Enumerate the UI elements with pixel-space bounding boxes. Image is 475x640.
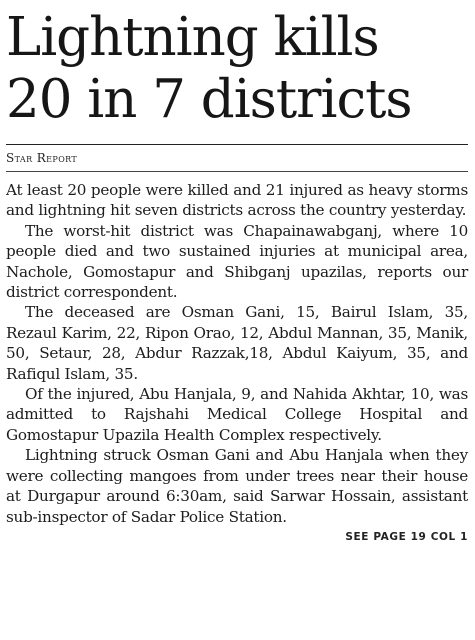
headline xyxy=(6,7,468,131)
byline: Star Report xyxy=(6,151,468,172)
headline-line-1: Lightning kills xyxy=(6,7,379,68)
paragraph-3: The deceased are Osman Gani, 15, Bairul Islam, 35, Rezaul Karim, 22, Ripon Orao, 12, Abdul Mannan, 35, Manik, 50, Setaur, 28, Abdur Razzak,18, Abdul Kaiyum, 35, and Rafiqul Islam, 35. xyxy=(6,303,468,383)
continuation-link[interactable]: SEE PAGE 19 COL 1 xyxy=(345,530,468,543)
paragraph-5: Lightning struck Osman Gani and Abu Hanjala when they were collecting mangoes from under trees near their house at Durgapur around 6:30am, said Sarwar Hossain, assistant sub-inspector of Sadar Police Station. xyxy=(6,446,468,526)
article-body xyxy=(6,180,468,527)
paragraph-2: The worst-hit district was Chapainawabganj, where 10 people died and two sustained injuries at municipal area, Nachole, Gomostapur and Shibganj upazilas, reports our district correspondent. xyxy=(6,221,468,302)
paragraph-4: Of the injured, Abu Hanjala, 9, and Nahida Akhtar, 10, was admitted to Rajshahi Medical College Hospital and Gomostapur Upazila Health Complex respectively. xyxy=(6,385,468,444)
byline-rule xyxy=(6,144,468,145)
paragraph-1: At least 20 people were killed and 21 injured as heavy storms and lightning hit seven districts across the country yesterday. xyxy=(6,181,468,220)
headline-line-2: 20 in 7 districts xyxy=(6,69,412,130)
